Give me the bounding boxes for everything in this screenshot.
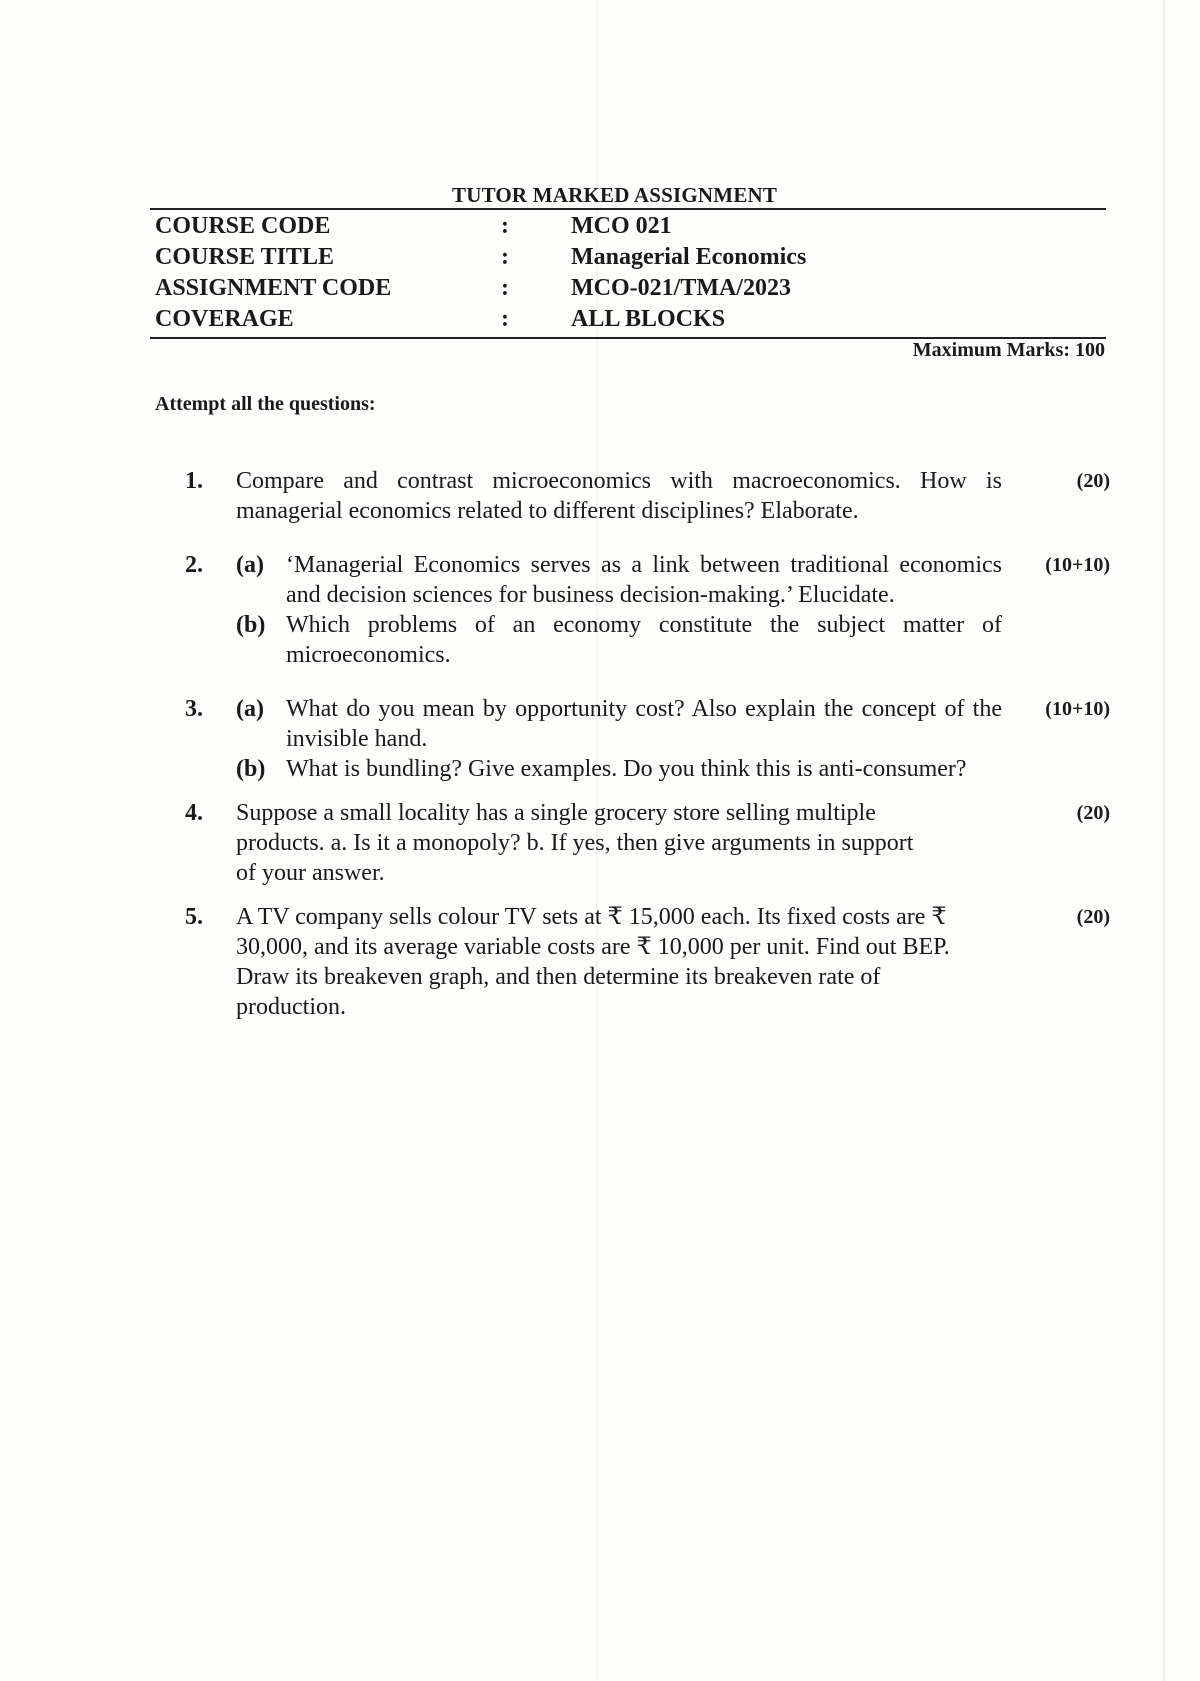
question-number: 1.: [185, 468, 203, 494]
meta-colon: :: [501, 275, 509, 301]
coverage-row: [155, 304, 1105, 335]
assignment-code-value: MCO-021/TMA/2023: [571, 275, 791, 301]
question-number: 4.: [185, 800, 203, 826]
instruction-text: Attempt all the questions:: [155, 393, 376, 415]
sub-question-a: [236, 550, 1002, 610]
document-title: TUTOR MARKED ASSIGNMENT: [452, 183, 778, 207]
question-text: A TV company sells colour TV sets at ₹ 15,000 each. Its fixed costs are ₹ 30,000, and its average variable costs are ₹ 10,000 per unit. Find out BEP. Draw its breakeven graph, and then determine its breakeven rate of production.: [236, 904, 950, 1020]
meta-key: ASSIGNMENT CODE: [155, 275, 392, 301]
sub-text: Which problems of an economy constitute the subject matter of microeconomics.: [286, 612, 1002, 668]
course-code-row: [155, 211, 1105, 242]
course-code-value: MCO 021: [571, 213, 672, 239]
sub-label: (a): [236, 552, 264, 578]
meta-colon: :: [501, 244, 509, 270]
assignment-code-row: [155, 273, 1105, 304]
sub-text: What is bundling? Give examples. Do you think this is anti-consumer?: [286, 756, 967, 782]
question-2: [180, 550, 1110, 670]
sub-text: ‘Managerial Economics serves as a link between traditional economics and decision sciences for business decision-making.’ Elucidate.: [286, 552, 1002, 608]
question-list: [180, 466, 1110, 1022]
question-1: [180, 466, 1110, 526]
question-5: [180, 902, 1110, 1022]
sub-question-b: [236, 610, 1002, 670]
scan-edge-line: [1163, 0, 1165, 1681]
question-body: [236, 694, 1002, 784]
meta-key: COURSE CODE: [155, 213, 331, 239]
question-number: 3.: [185, 696, 203, 722]
sub-label: (a): [236, 696, 264, 722]
question-3: [180, 694, 1110, 784]
sub-text: What do you mean by opportunity cost? Also explain the concept of the invisible hand.: [286, 696, 1002, 752]
question-marks: (20): [1076, 802, 1110, 824]
question-marks: (10+10): [1045, 554, 1110, 576]
question-marks: (10+10): [1045, 698, 1110, 720]
question-text: Compare and contrast microeconomics with macroeconomics. How is managerial economics related to different disciplines? Elaborate.: [236, 468, 1002, 524]
meta-key: COVERAGE: [155, 306, 294, 332]
meta-colon: :: [501, 213, 509, 239]
coverage-value: ALL BLOCKS: [571, 306, 726, 332]
maximum-marks: Maximum Marks: 100: [912, 339, 1105, 361]
question-body: [236, 550, 1002, 670]
sub-label: (b): [236, 756, 266, 782]
course-title-row: [155, 242, 1105, 273]
sub-question-b: [236, 754, 1002, 784]
meta-key: COURSE TITLE: [155, 244, 334, 270]
course-info-table: [155, 211, 1105, 335]
question-number: 2.: [185, 552, 203, 578]
course-title-value: Managerial Economics: [571, 244, 807, 270]
sub-label: (b): [236, 612, 266, 638]
sub-question-a: [236, 694, 1002, 754]
meta-colon: :: [501, 306, 509, 332]
header-top-rule: [150, 208, 1106, 210]
question-4: [180, 798, 1110, 888]
question-marks: (20): [1076, 906, 1110, 928]
question-text: Suppose a small locality has a single grocery store selling multiple products. a. Is it a monopoly? b. If yes, then give arguments in support of your answer.: [236, 800, 914, 886]
question-marks: (20): [1076, 470, 1110, 492]
question-number: 5.: [185, 904, 203, 930]
